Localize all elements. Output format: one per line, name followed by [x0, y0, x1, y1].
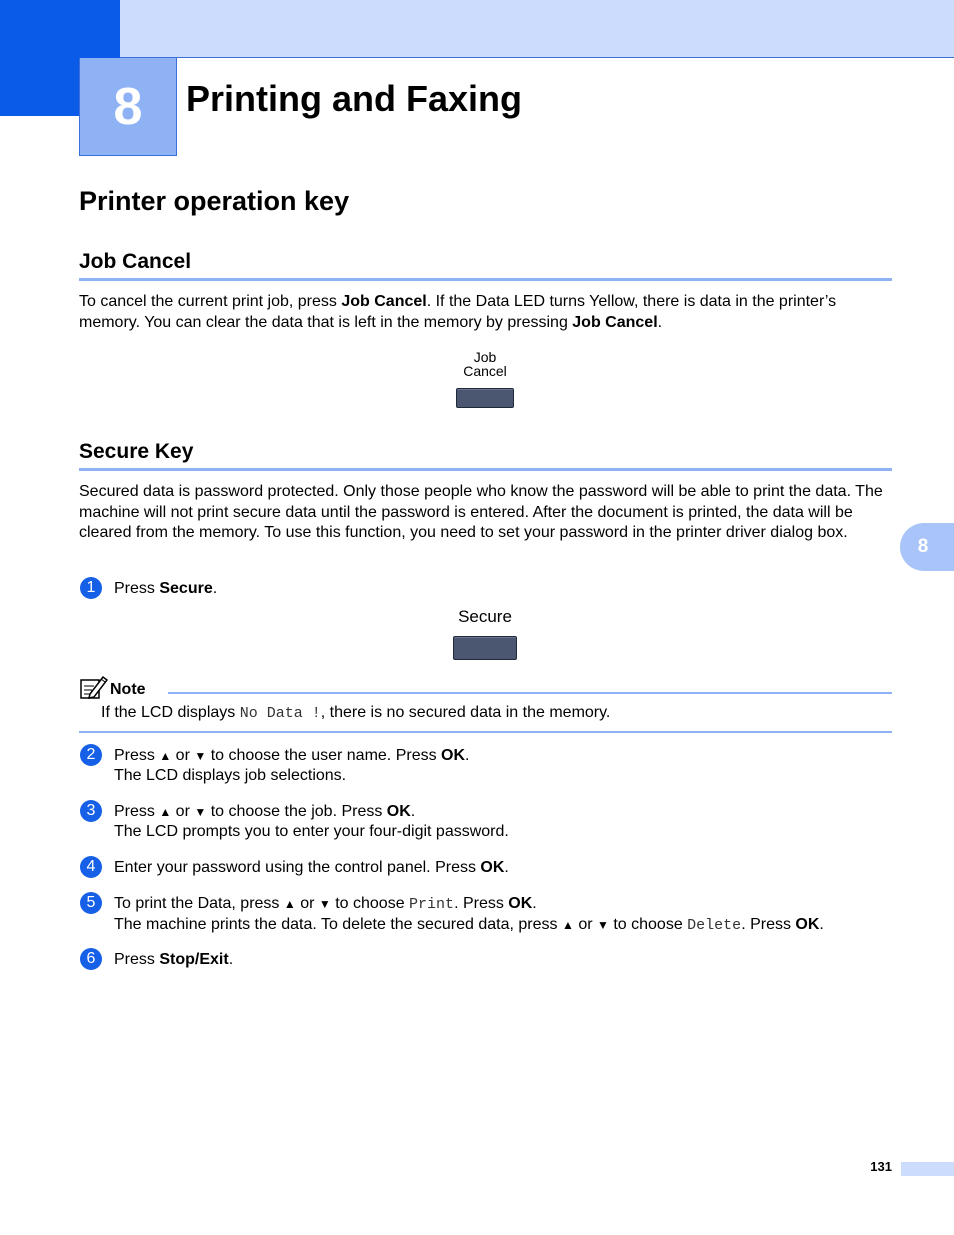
heading-rule	[79, 468, 892, 471]
note-bottom-rule	[79, 731, 892, 733]
note-text: If the LCD displays No Data !, there is no secured data in the memory.	[101, 704, 611, 722]
step-1-text: Press Secure.	[114, 580, 218, 597]
secure-key-label: Secure	[458, 607, 512, 626]
step-number-1: 1	[80, 577, 102, 599]
secure-key-heading: Secure Key	[79, 440, 194, 463]
footer-bar	[901, 1162, 954, 1176]
step-number-4: 4	[80, 856, 102, 878]
chapter-side-tab: 8	[900, 523, 954, 571]
job-cancel-paragraph: To cancel the current print job, press Job Cancel. If the Data LED turns Yellow, there is data in the printer’s memory. You can clear the data that is left in the memory by pressing Job Cancel.	[79, 293, 837, 331]
down-arrow-icon: ▼	[194, 749, 207, 763]
chapter-number: 8	[79, 58, 177, 156]
step-5-text: To print the Data, press ▲ or ▼ to choose Print. Press OK. The machine prints the data. To delete the secured data, press ▲ or ▼ to choose Delete. Press OK.	[114, 895, 824, 934]
up-arrow-icon: ▲	[159, 805, 172, 819]
job-cancel-key-icon	[456, 388, 514, 408]
down-arrow-icon: ▼	[318, 897, 331, 911]
step-number-3: 3	[80, 800, 102, 822]
down-arrow-icon: ▼	[597, 918, 609, 932]
up-arrow-icon: ▲	[159, 749, 172, 763]
page-number: 131	[870, 1159, 892, 1174]
step-4-text: Enter your password using the control panel. Press OK.	[114, 859, 509, 876]
note-top-rule	[168, 692, 892, 694]
up-arrow-icon: ▲	[561, 918, 574, 932]
chapter-title: Printing and Faxing	[186, 78, 523, 119]
up-arrow-icon: ▲	[283, 897, 296, 911]
down-arrow-icon: ▼	[194, 805, 207, 819]
secure-key-paragraph: Secured data is password protected. Only those people who know the password will be able to print the data. The machine will not print secure data until the password is entered. After the document is printed, the data will be cleared from the memory. To use this function, you need to set your password in the printer driver dialog box.	[79, 483, 883, 541]
step-number-6: 6	[80, 948, 102, 970]
job-cancel-key-label: Job Cancel	[463, 349, 507, 379]
step-number-5: 5	[80, 892, 102, 914]
heading-rule	[79, 278, 892, 281]
step-number-2: 2	[80, 744, 102, 766]
step-2-text: Press ▲ or ▼ to choose the user name. Press OK. The LCD displays job selections.	[114, 747, 470, 784]
step-6-text: Press Stop/Exit.	[114, 951, 234, 968]
job-cancel-heading: Job Cancel	[79, 250, 192, 273]
secure-key-icon	[453, 636, 517, 660]
header-band	[120, 0, 954, 58]
section-title: Printer operation key	[79, 186, 350, 216]
note-pencil-icon	[80, 674, 108, 705]
step-3-text: Press ▲ or ▼ to choose the job. Press OK. The LCD prompts you to enter your four-digit password.	[114, 803, 509, 840]
note-label: Note	[110, 681, 146, 698]
